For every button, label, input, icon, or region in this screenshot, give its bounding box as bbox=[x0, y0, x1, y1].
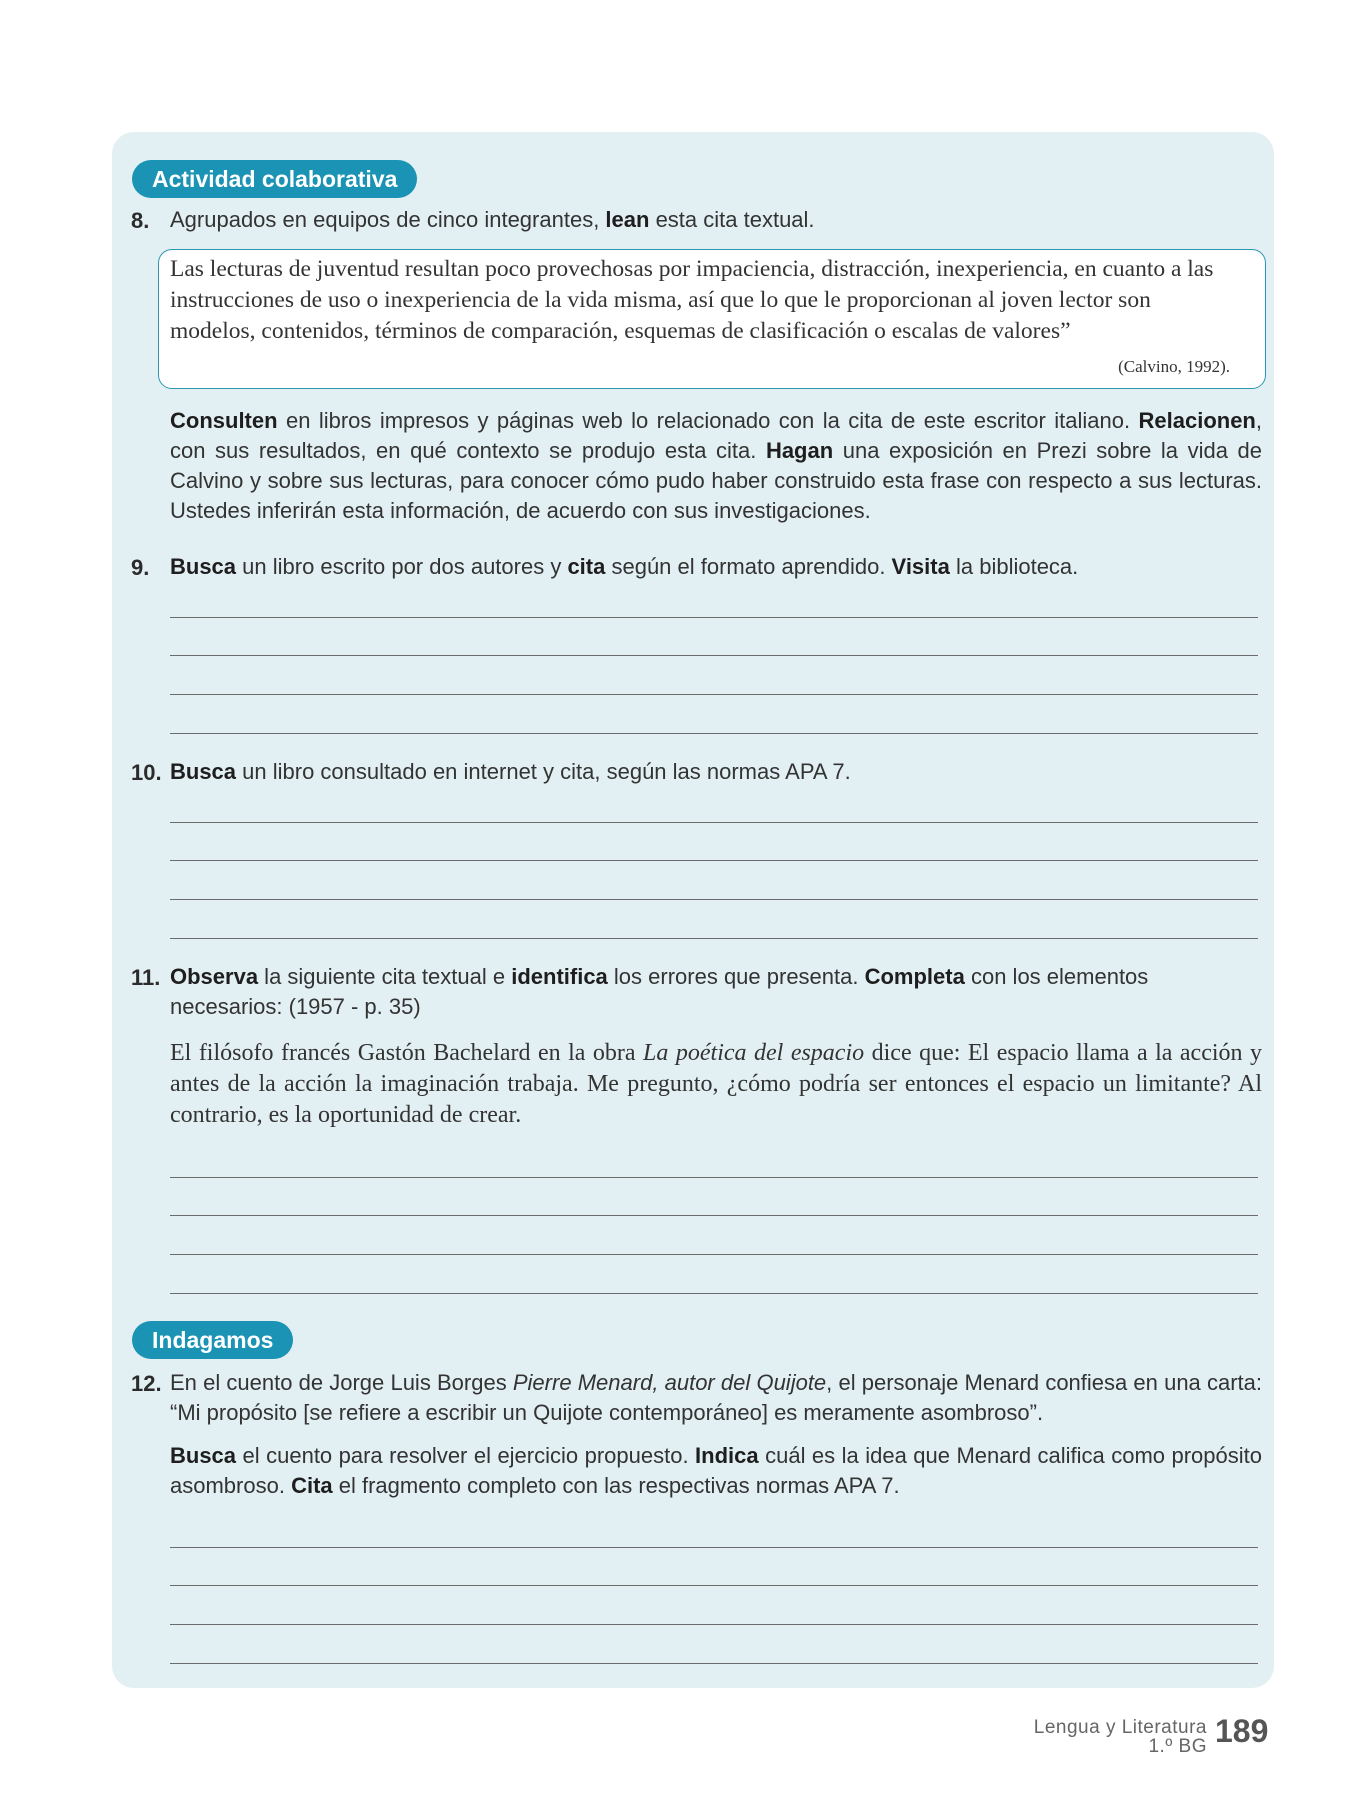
answer-line[interactable] bbox=[170, 1586, 1258, 1625]
footer-subject bbox=[1034, 1718, 1207, 1756]
question-11-text: Observa la siguiente cita textual e identifica los errores que presenta. Completa con los elementos necesarios: (1957 - p. 35) bbox=[170, 964, 1149, 1019]
answer-line[interactable] bbox=[170, 579, 1258, 618]
question-12-intro: En el cuento de Jorge Luis Borges Pierre Menard, autor del Quijote, el personaje Menard confiesa en una carta: “Mi propósito [se refiere a escribir un Quijote contemporáneo] es meramente asombroso”. bbox=[170, 1370, 1262, 1425]
question-number-10: 10. bbox=[131, 760, 162, 785]
page-number: 189 bbox=[1215, 1713, 1269, 1749]
question-9-text: Busca un libro escrito por dos autores y cita según el formato aprendido. Visita la biblioteca. bbox=[170, 554, 1079, 579]
quote-reference: (Calvino, 1992). bbox=[1118, 357, 1230, 376]
answer-line[interactable] bbox=[170, 1216, 1258, 1255]
section-label-inquiry: Indagamos bbox=[132, 1321, 293, 1359]
subject-name: Lengua y Literatura bbox=[1033, 1717, 1207, 1738]
answer-line[interactable] bbox=[170, 1178, 1258, 1217]
answer-line[interactable] bbox=[170, 1509, 1258, 1548]
answer-line[interactable] bbox=[170, 695, 1258, 734]
question-number-8: 8. bbox=[131, 208, 150, 233]
question-number-12: 12. bbox=[131, 1371, 162, 1396]
question-12-instructions: Busca el cuento para resolver el ejercicio propuesto. Indica cuál es la idea que Menard califica como propósito asombroso. Cita el fragmento completo con las respectivas normas APA 7. bbox=[170, 1443, 1263, 1498]
answer-line[interactable] bbox=[170, 1625, 1258, 1664]
question-number-9: 9. bbox=[131, 555, 150, 580]
answer-line[interactable] bbox=[170, 656, 1258, 695]
bachelard-quote: El filósofo francés Gastón Bachelard en la obra La poética del espacio dice que: El espacio llama a la acción y antes de la acción la imaginación trabaja. Me pregunto, ¿cómo podría ser entonces el espacio un limitante? Al contrario, es la oportunidad de crear. bbox=[170, 1040, 1263, 1128]
answer-lines-12[interactable] bbox=[170, 1509, 1258, 1664]
answer-lines-11[interactable] bbox=[170, 1139, 1258, 1294]
answer-line[interactable] bbox=[170, 823, 1258, 862]
answer-lines-9[interactable] bbox=[170, 579, 1258, 734]
answer-line[interactable] bbox=[170, 618, 1258, 657]
grade-level: 1.º BG bbox=[1148, 1736, 1207, 1757]
question-10-text: Busca un libro consultado en internet y cita, según las normas APA 7. bbox=[170, 759, 851, 784]
answer-line[interactable] bbox=[170, 1139, 1258, 1178]
answer-line[interactable] bbox=[170, 861, 1258, 900]
answer-line[interactable] bbox=[170, 784, 1258, 823]
question-8-instructions: Consulten en libros impresos y páginas web lo relacionado con la cita de este escritor italiano. Relacionen, con sus resultados, en qué contexto se produjo esta cita. Hagan una exposición en Prezi sobre la vida de Calvino y sobre sus lecturas, para conocer cómo pudo haber construido esta frase con respecto a sus lecturas. Ustedes inferirán esta información, de acuerdo con sus investigaciones. bbox=[170, 408, 1262, 523]
answer-line[interactable] bbox=[170, 1548, 1258, 1587]
section-label-collaborative: Actividad colaborativa bbox=[132, 160, 417, 198]
answer-lines-10[interactable] bbox=[170, 784, 1258, 939]
question-number-11: 11. bbox=[131, 965, 161, 990]
answer-line[interactable] bbox=[170, 1255, 1258, 1294]
answer-line[interactable] bbox=[170, 900, 1258, 939]
question-8-intro: Agrupados en equipos de cinco integrantes, lean esta cita textual. bbox=[170, 207, 815, 232]
calvino-quote: Las lecturas de juventud resultan poco provechosas por impaciencia, distracción, inexperiencia, en cuanto a las instrucciones de uso o inexperiencia de la vida misma, así que lo que le proporcionan al joven lector son modelos, contenidos, términos de comparación, esquemas de clasificación o escalas de valores” bbox=[170, 256, 1214, 344]
